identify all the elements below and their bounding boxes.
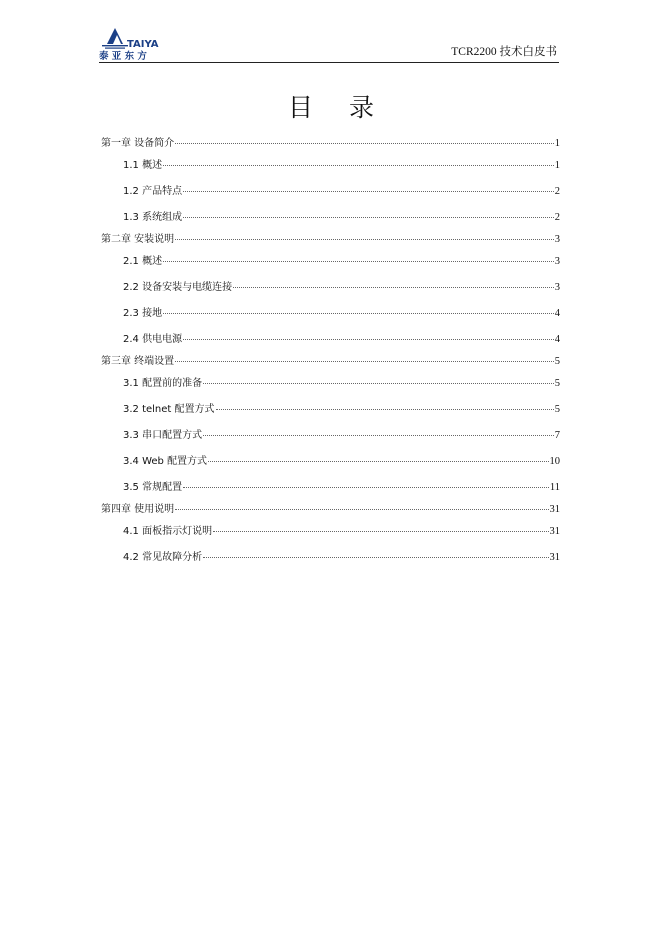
toc-chapter-entry[interactable] [101, 352, 560, 368]
toc-section-entry[interactable] [123, 156, 560, 172]
toc-leader-dots [203, 557, 548, 558]
toc-leader-dots [183, 487, 549, 488]
toc-section-entry[interactable] [123, 400, 560, 416]
toc-page-number: 31 [549, 504, 560, 515]
toc-leader-dots [183, 191, 554, 192]
toc-page-number: 3 [554, 234, 560, 245]
toc-entry-label: 第二章 安装说明 [101, 234, 175, 245]
toc-leader-dots [175, 509, 548, 510]
toc-page-number: 10 [549, 456, 560, 467]
toc-page-number: 5 [554, 378, 560, 389]
toc-section-entry[interactable] [123, 374, 560, 390]
toc-leader-dots [175, 239, 554, 240]
toc-section-entry[interactable] [123, 330, 560, 346]
toc-chapter-entry[interactable] [101, 500, 560, 516]
toc-chapter-entry[interactable] [101, 230, 560, 246]
toc-section-entry[interactable] [123, 252, 560, 268]
toc-entry-label: 第一章 设备简介 [101, 138, 175, 149]
toc-page-number: 7 [554, 430, 560, 441]
toc-page-number: 5 [554, 404, 560, 415]
toc-leader-dots [213, 531, 548, 532]
toc-section-entry[interactable] [123, 278, 560, 294]
toc-leader-dots [208, 461, 548, 462]
toc-section-entry[interactable] [123, 548, 560, 564]
toc-section-entry[interactable] [123, 182, 560, 198]
toc-leader-dots [203, 435, 554, 436]
toc-page-number: 31 [549, 526, 560, 537]
page-header [99, 24, 559, 63]
page-title: 目 录 [288, 93, 388, 122]
logo-chinese-text: 泰 亚 东 方 [99, 51, 147, 62]
toc-section-entry[interactable] [123, 478, 560, 494]
toc-page-number: 1 [554, 138, 560, 149]
toc-entry-label: 3.5 常规配置 [123, 482, 183, 493]
toc-leader-dots [183, 339, 554, 340]
toc-page-number: 2 [554, 212, 560, 223]
toc-section-entry[interactable] [123, 304, 560, 320]
toc-entry-label: 4.2 常见故障分析 [123, 552, 203, 563]
toc-leader-dots [175, 361, 554, 362]
logo-latin-text: TAIYA [127, 39, 159, 50]
toc-section-entry[interactable] [123, 522, 560, 538]
toc-entry-label: 2.4 供电电源 [123, 334, 183, 345]
toc-entry-label: 3.4 Web 配置方式 [123, 456, 208, 467]
toc-page-number: 11 [549, 482, 560, 493]
toc-leader-dots [175, 143, 554, 144]
toc-leader-dots [183, 217, 554, 218]
toc-entry-label: 第四章 使用说明 [101, 504, 175, 515]
document-title: TCR2200 技术白皮书 [451, 46, 557, 58]
toc-leader-dots [203, 383, 554, 384]
toc-entry-label: 3.1 配置前的准备 [123, 378, 203, 389]
toc-page-number: 2 [554, 186, 560, 197]
toc-entry-label: 2.1 概述 [123, 256, 163, 267]
toc-page-number: 3 [554, 256, 560, 267]
toc-entry-label: 第三章 终端设置 [101, 356, 175, 367]
toc-section-entry[interactable] [123, 208, 560, 224]
toc-leader-dots [163, 313, 554, 314]
toc-entry-label: 2.3 接地 [123, 308, 163, 319]
toc-page-number: 1 [554, 160, 560, 171]
toc-leader-dots [163, 261, 554, 262]
toc-entry-label: 4.1 面板指示灯说明 [123, 526, 213, 537]
toc-leader-dots [233, 287, 554, 288]
toc-entry-label: 3.3 串口配置方式 [123, 430, 203, 441]
toc-entry-label: 1.1 概述 [123, 160, 163, 171]
toc-entry-label: 3.2 telnet 配置方式 [123, 404, 215, 415]
toc-page-number: 31 [549, 552, 560, 563]
toc-page-number: 4 [554, 334, 560, 345]
toc-chapter-entry[interactable] [101, 134, 560, 150]
toc-section-entry[interactable] [123, 426, 560, 442]
toc-page-number: 3 [554, 282, 560, 293]
taiya-logo [99, 24, 179, 62]
toc-section-entry[interactable] [123, 452, 560, 468]
toc-entry-label: 2.2 设备安装与电缆连接 [123, 282, 233, 293]
toc-entry-label: 1.3 系统组成 [123, 212, 183, 223]
toc-page-number: 5 [554, 356, 560, 367]
toc-leader-dots [216, 409, 554, 410]
toc-entry-label: 1.2 产品特点 [123, 186, 183, 197]
toc-leader-dots [163, 165, 554, 166]
toc-page-number: 4 [554, 308, 560, 319]
